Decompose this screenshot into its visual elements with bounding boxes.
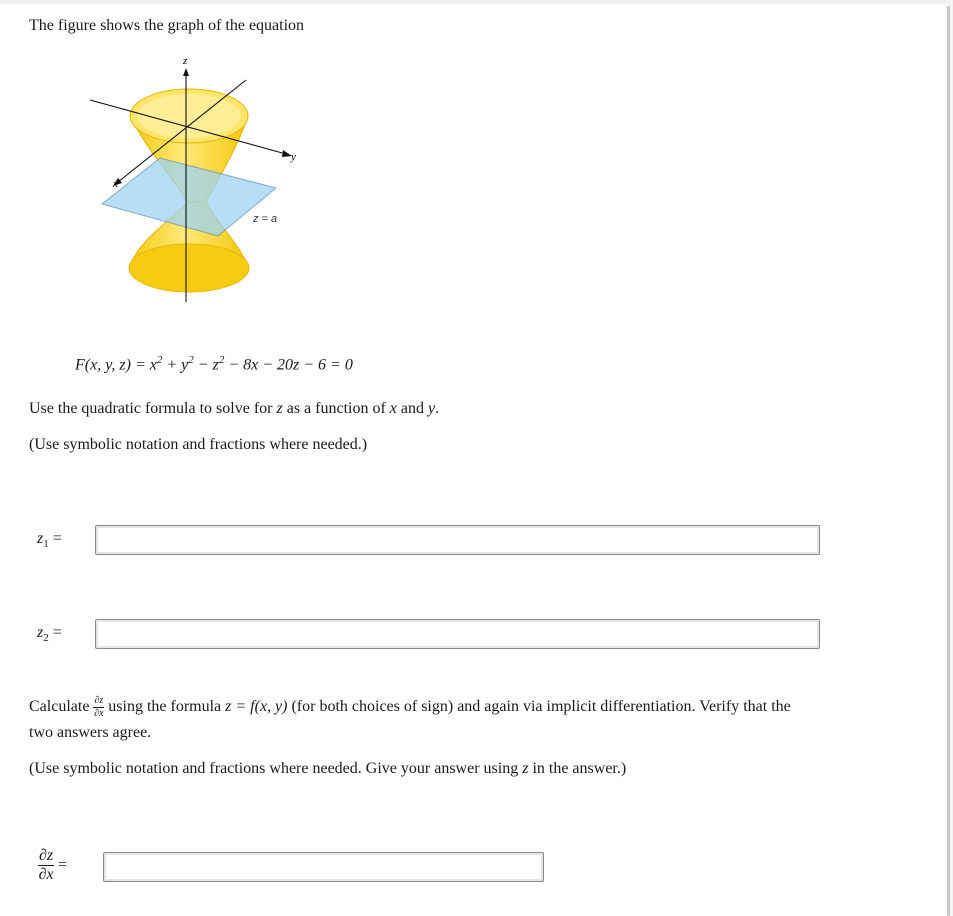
x-axis-label: x (113, 178, 118, 190)
z1-label: $z_1$ = (37, 530, 62, 551)
intro-text: The figure shows the graph of the equation (29, 17, 305, 34)
dz-dx-inline-fraction: $\frac{\partial z}{\partial x}$ (94, 695, 104, 719)
plane-label: z = a (253, 213, 278, 225)
dz-dx-input[interactable] (103, 852, 544, 882)
z-axis-label: z (183, 55, 188, 67)
instruction-solve: Use the quadratic formula to solve for z as a function of x and y. (29, 400, 440, 417)
z2-input[interactable] (95, 619, 820, 649)
plane-z-a (102, 158, 276, 236)
scrollbar-thumb[interactable] (947, 6, 950, 916)
z2-label: $z_2$ = (37, 624, 62, 645)
hyperboloid-figure (88, 52, 328, 302)
top-border (0, 0, 946, 4)
scrollbar[interactable] (946, 0, 953, 916)
note-symbolic: (Use symbolic notation and fractions where needed.) (29, 436, 368, 453)
note-symbolic-z: (Use symbolic notation and fractions where needed. Give your answer using z in the answer.) (29, 760, 627, 777)
calculate-instruction: Calculate $\frac{\partial z}{\partial x}$ using the formula z = f(x, y) (for both choices of sign) and again via implicit differentiation. Verify that the (29, 695, 791, 719)
dz-dx-label: $\frac{\partial z}{\partial x}$ = (38, 847, 68, 883)
z1-input[interactable] (95, 525, 820, 555)
equation: F(x, y, $z) = x^2 + y^2 - z^2 - 8x - 20z - 6 = 0$ (75, 354, 353, 374)
calculate-instruction-line2: two answers agree. (29, 724, 152, 741)
y-axis-label: y (291, 151, 296, 163)
